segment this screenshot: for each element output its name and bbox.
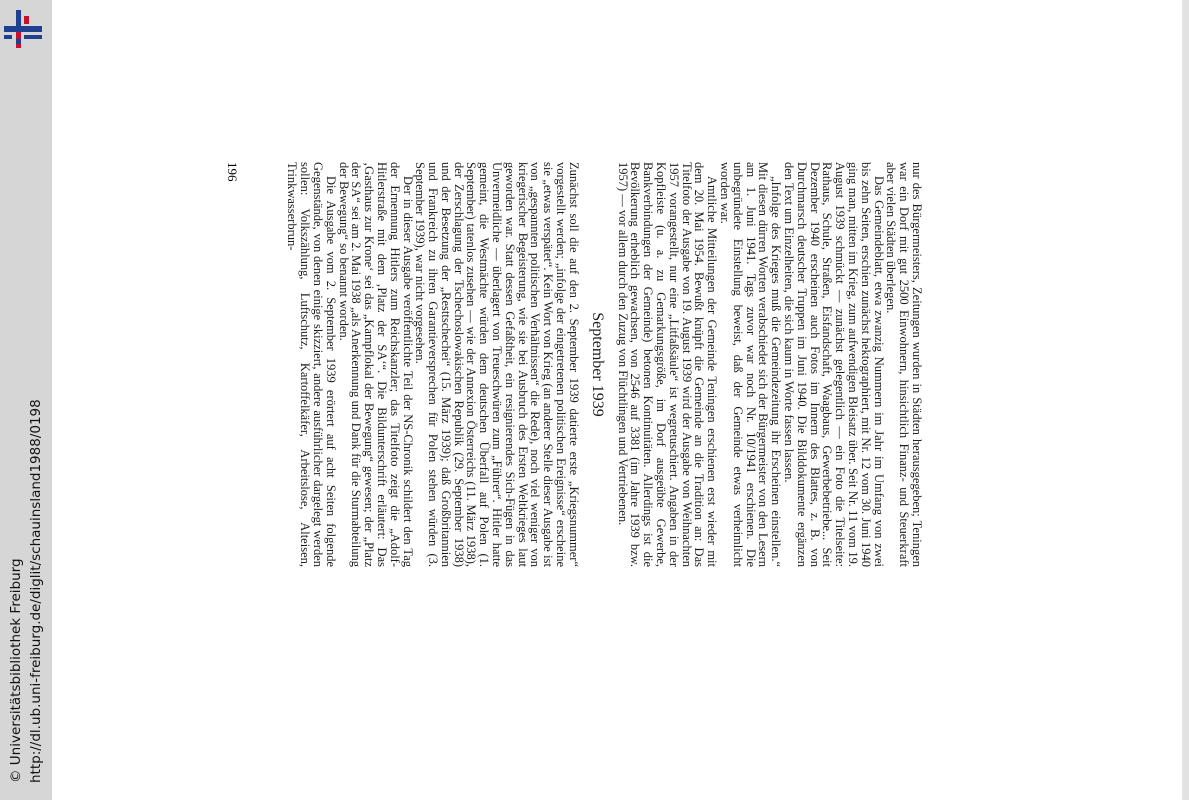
scanned-page (183, 0, 943, 640)
permalink-url[interactable]: http://dl.ub.uni-freiburg.de/diglit/schauinsland1988/0198 (28, 399, 44, 783)
page-number: 196 (225, 162, 240, 182)
section-heading: September 1939 (588, 312, 606, 417)
sidebar (0, 0, 52, 800)
paragraph: „Infolge des Krieges muß die Gemeindezeitung ihr Erscheinen einstellen.“ Mit diesen dürren Worten verabschiedet sich der Bürgermeister von den Lesern am 1. Juni 1941. Tags zuvor war noch Nr. 10/1941 erschienen. Die unbegründete Einstellung beweist, daß der Gemeinde etwas verheimlicht worden war. (718, 162, 784, 567)
paragraph: Die Ausgabe vom 2. September 1939 erörtert auf acht Seiten folgende Gegenstände, von denen einige skizziert, andere ausführlicher dargelegt werden sollen: Volkszählung, Luftschutz, Kartoffelkäfer, Arbeitslose, Alteisen, Trinkwasserbrun- (285, 162, 338, 567)
paragraph: Das Gemeindeblatt, etwa zwanzig Nummern im Jahr im Umfang von zwei bis zehn Seiten, erschien zunächst hektographiert, mit Nr. 12 vom 30. Juni 1940 ging man, mitten im Krieg, zum aufwendigen Bleisatz über. Seit Nr. 11 vom 19. August 1939 schmückt — zunächst gelegentlich — ein Foto die Titelseite: Rathaus, Schule, Straßen, Eisfandschaft, Waagbaus, Gewerbebetriebe... Seit Dezember 1940 erscheinen auch Fotos im Innern des Blattes, z. B. von Durchmarsch deutscher Truppen im Juni 1940. Die Bilddokumente ergänzen den Text um Einzelheiten, die sich kaum in Worte fassen lassen. (782, 162, 886, 567)
paragraph: Der in dieser Ausgabe veröffentlichte Teil der NS-Chronik schildert den Tag der Ernennung Hitlers zum Reichskanzler; das Titelfoto zeigt die „Adolf-Hitlerstraße mit dem ‚Platz der SA‘“. Die Bildunterschrift erläutert: Das ‚Gasthaus zur Krone‘ sei das „Kampflokal der Bewegung“ gewesen; der „Platz der SA“ sei am 2. Mai 1938 „als Anerkennung und Dank für die Sturmabteilung der Bewegung“ so benannt worden. (336, 162, 415, 567)
ub-freiburg-logo-icon[interactable] (2, 8, 44, 50)
paragraph: Zunächst soll die auf den 2. September 1939 datierte erste „Kriegsnummer“ vorgestellt werden; „infolge der eingetretenen politischen Ereignisse“ erscheine sie „etwas verspätet“. Kein Wort von Krieg (an anderer Stelle dieser Ausgabe ist von „gespannten politischen Verhältnissen“ die Rede), noch viel weniger von kriegerischer Begeisterung, wie sie bei Ausbruch des Ersten Weltkrieges laut geworden war. Statt dessen Gefaßtheit, ein resignierendes Sich-Fügen in das Unvermeidliche — überlagert von Treueschwüren zum „Führer“. Hitler hatte gemeint, die Westmächte würden dem deutschen Überfall auf Polen (1. September) tatenlos zusehen — wie der Annexion Österreichs (11. März 1938), der Zerschlagung der Tschechoslowakischen Republik (29. September 1938) und der Besetzung der „Resttschechei“ (15. März 1939); daß Großbritannien und Frankreich zu ihren Garantieversprechen für Polen stehen würden (3. September 1939), war nicht vorgesehen. (413, 162, 581, 567)
page-text-block (286, 162, 923, 567)
paragraph: nur des Bürgermeisters, Zeitungen wurden in Städten herausgegeben; Teningen war ein Dorf mit gut 2500 Einwohnern, hinsichtlich Finanz- und Steuerkraft aber vielen Städten überlegen. (884, 162, 924, 567)
right-scroll-edge (1182, 0, 1189, 800)
paragraph: Amtliche Mitteilungen der Gemeinde Teningen erschienen erst wieder mit dem 20. Mai 1954. Bewußt knüpft die Gemeinde an die Tradition an: Das Titelfoto der Ausgabe von 19. August 1939 wird der Ausgabe von Weihnachten 1957 vorangestellt, nur eine „Litfaßsäule“ ist wegretuschiert. Angaben in der Kopfleiste (u. a. zu Gemarkungsgröße, im Dorf ausgeübte Gewerbe, Bankverbindungen der Gemeinde) betonen Kontinuitäten. Allerdings ist die Bevölkerung erheblich gewachsen, von 2546 auf 3381 (im Jahre 1939 bzw. 1957) — vor allem durch den Zuzug von Flüchtlingen und Vertriebenen. (615, 162, 720, 567)
copyright-notice: © Universitätsbibliothek Freiburg (8, 558, 24, 783)
